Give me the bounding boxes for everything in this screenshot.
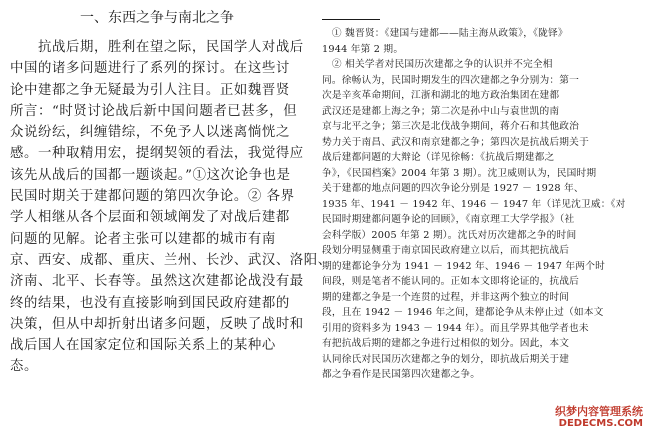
section-heading: 一、东西之争与南北之争 — [80, 10, 234, 26]
footnote-text-line: 战后建都问题的大辩论（详见徐畅：《抗战后期建都之 — [322, 152, 555, 163]
body-text-line: 民国时期关于建都问题的第四次争论。② 各界 — [10, 189, 295, 205]
footnote-separator — [322, 19, 380, 20]
footnotes-column — [322, 10, 640, 383]
footnotes — [322, 26, 640, 383]
main-text-column — [10, 8, 332, 378]
footnote-text-line: 期的建都之争是一个连贯的过程，并非这两个独立的时间 — [322, 291, 570, 303]
watermark-url: DEDECMS.COM — [553, 418, 645, 430]
footnote-text-line: 次是辛亥革命期间，江浙和湖北的地方政治集团在建都 — [322, 90, 560, 101]
footnote-text-line: 期的建都论争分为 1941 － 1942 年、1946 － 1947 年两个时 — [322, 260, 605, 272]
body-text-line: 该先从战后的国都一题谈起。”①这次论争也是 — [10, 167, 291, 183]
footnote-text-line: 民国时期建都问题争论的回顾》，《南京理工大学学报》（社 — [322, 214, 575, 225]
body-text-line: 众说纷纭，纠缠错综，不免予人以迷离惝恍之 — [10, 125, 290, 141]
watermark-title: 织梦内容管理系统 — [555, 405, 643, 418]
body-paragraph — [10, 37, 332, 378]
body-text-line: 抗战后期，胜利在望之际，民国学人对战后 — [10, 40, 304, 55]
body-text-line: 终的结果，也没有直接影响到国民政府建都的 — [10, 295, 290, 311]
body-text-line: 战后国人在国家定位和国际关系上的某种心 — [10, 338, 276, 354]
body-text-line: 论中建都之争无疑最为引人注目。正如魏晋贤 — [10, 82, 290, 98]
body-text-line: 问题的见解。论者主张可以建都的城市有南 — [10, 231, 276, 247]
body-text-line: 中国的诸多问题进行了系列的探讨。在这些讨 — [10, 61, 290, 77]
footnote-text-line: ② 相关学者对民国历次建都之争的认识并不完全相 — [322, 59, 553, 70]
footnote-text-line: 武汉还是建都上海之争；第二次是孙中山与袁世凯的南 — [322, 105, 560, 117]
body-text-line: 京、西安、成都、重庆、兰州、长沙、武汉、洛阳、 — [10, 252, 332, 268]
footnote-text-line: 认同徐氏对民国历次建都之争的划分，即抗战后期关于建 — [322, 353, 570, 365]
footnote-text-line: 段，且在 1942 － 1946 年之间，建都论争从未停止过（如本文 — [322, 307, 604, 318]
body-text-line: 济南、北平、长春等。虽然这次建都论战没有最 — [10, 274, 304, 290]
body-text-line: 感。一种取精用宏，提纲契领的看法，我觉得应 — [10, 146, 304, 162]
footnote-text-line: ① 魏晋贤：《建国与建都——陆主海从政策》，《陇铎》 — [322, 28, 568, 39]
footnote-text-line: 有把抗战后期的建都之争进行过相似的划分。因此，本文 — [322, 338, 570, 349]
footnote-text-line: 关于建都的地点问题的四次争论分别是 1927 － 1928 年、 — [322, 183, 584, 194]
footnote-text-line: 间段，则是笔者不能认同的。正如本文即将论证的，抗战后 — [322, 276, 580, 287]
footnote-text-line: 争》，《民国档案》2004 年第 3 期）。沈卫威则认为，民国时期 — [322, 167, 597, 179]
footnote-text-line: 都之争看作是民国第四次建都之争。 — [322, 369, 481, 380]
body-text-line: 态。 — [10, 359, 38, 375]
footnote-text-line: 会科学版）2005 年第 2 期）。沈氏对历次建都之争的时间 — [322, 229, 577, 241]
watermark — [553, 405, 645, 430]
body-text-line: 学人相继从各个层面和领域阐发了对战后建都 — [10, 210, 290, 226]
footnote-text-line: 段划分明显侧重于南京国民政府建立以后，而其把抗战后 — [322, 245, 570, 256]
footnote-text-line: 同。徐畅认为，民国时期发生的四次建都之争分别为：第一 — [322, 74, 580, 86]
footnote-text-line: 1935 年、1941 － 1942 年、1946 － 1947 年（详见沈卫威：《对 — [322, 198, 626, 210]
body-text-line: 决策，但从中却折射出诸多问题，反映了战时和 — [10, 316, 304, 332]
body-text-line: 所言：“时贤讨论战后新中国问题者已甚多，但 — [10, 103, 298, 119]
footnote-text-line: 京与北平之争；第三次是北伐战争期间，蒋介石和其他政治 — [322, 121, 580, 132]
footnote-text-line: 1944 年第 2 期。 — [322, 43, 404, 55]
footnote-text-line: 势力关于南昌、武汉和南京建都之争；第四次是抗战后期关于 — [322, 136, 589, 148]
footnote-text-line: 引用的资料多为 1943 － 1944 年）。而且学界其他学者也未 — [322, 322, 589, 334]
